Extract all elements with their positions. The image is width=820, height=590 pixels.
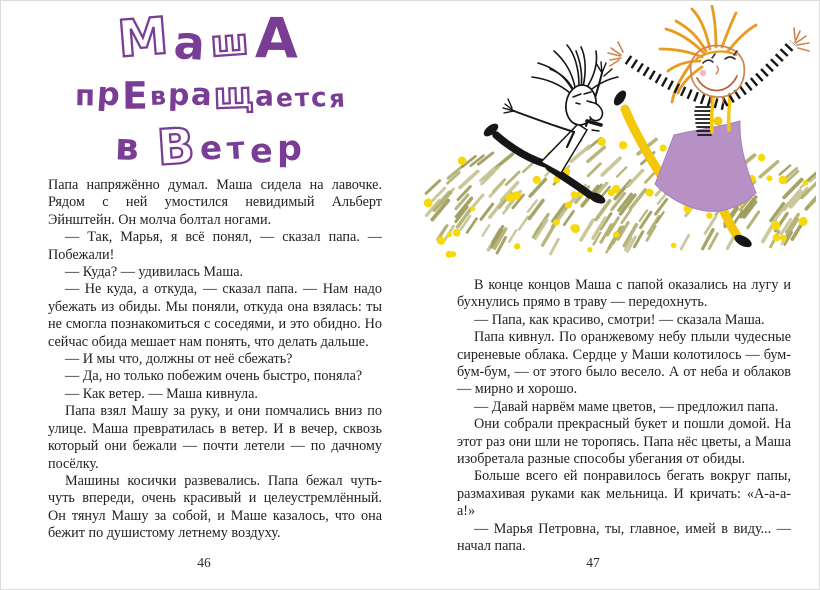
paragraph: — Куда? — удивилась Маша. [65,264,244,281]
page-number-left: 46 [197,555,211,570]
paragraph: — И мы что, должны от неё сбежать? [65,351,293,368]
chapter-title-line-3: в Ветер [114,117,308,177]
right-page-text [457,277,791,556]
paragraph: Папа взял Машу за руку, и они помчались вниз по улице. Маша превратилась в ветер. И в вечер, сквозь который они бежали — почти летели — по дачному посёлку. [48,403,382,472]
paragraph: Они собрали прекрасный букет и пошли домой. На этот раз они шли не торопясь. Папа нёс цветы, а Маша изобретала разные способы убегания от обиды. [457,416,791,468]
grass-strokes [426,138,816,254]
paragraph: Папа кивнул. По оранжевому небу плыли чудесные сиреневые облака. Сердце у Маши колотилось — бум-бум-бум, — от этого было весело. А от неба и облаков — мирно и хорошо. [457,329,791,398]
paragraph: В конце концов Маша с папой оказались на лугу и бухнулись прямо в траву — передохнуть. [457,277,791,311]
chapter-title-line-1: МашА [115,5,305,72]
chapter-title-line-2: прЕвращается [74,73,348,118]
page-number-right: 47 [586,555,600,570]
paragraph: Машины косички развевались. Папа бежал чуть-чуть впереди, очень красивый и целеустремлённый. Он тянул Машу за собой, и Маше казалось, что она бежит по душистому летнему воздуху. [48,472,382,542]
paragraph: — Не куда, а откуда, — сказал папа. — Нам надо убежать из обиды. Мы поняли, откуда она взялась: ты не смогла познакомиться с соседями, и это обидно. Но сейчас обида мешает нам понять, что делать дальше. [48,281,382,350]
paragraph: Больше всего ей понравилось бегать вокруг папы, размахивая руками как мельница. И кричать: «А-а-а-а!» [457,468,791,520]
paragraph: Папа напряжённо думал. Маша сидела на лавочке. Рядом с ней умостился невидимый Альберт Эйнштейн. Он молча болтал ногами. [48,177,382,228]
paragraph: — Папа, как красиво, смотри! — сказала Маша. [474,311,765,328]
meadow-illustration [424,5,816,267]
paragraph: — Да, но только побежим очень быстро, поняла? [65,368,363,385]
paragraph: — Давай нарвём маме цветов, — предложил папа. [474,398,779,415]
chapter-title [29,5,393,177]
paragraph: — Как ветер. — Маша кивнула. [65,385,258,402]
left-page-text [48,177,382,543]
paragraph: — Марья Петровна, ты, главное, имей в виду... — начал папа. [457,520,791,555]
paragraph: — Так, Марья, я всё понял, — сказал папа. — Побежали! [48,229,382,263]
